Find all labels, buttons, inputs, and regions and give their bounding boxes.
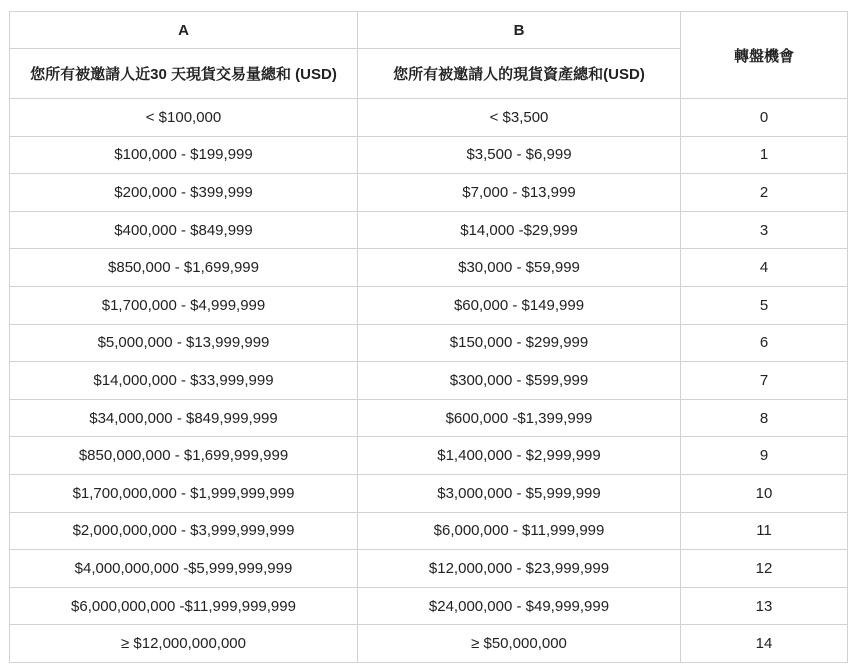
trading-volume-cell: $400,000 - $849,999 bbox=[10, 211, 358, 249]
table-row bbox=[10, 249, 848, 287]
asset-total-cell: $1,400,000 - $2,999,999 bbox=[358, 437, 681, 475]
trading-volume-cell: $100,000 - $199,999 bbox=[10, 136, 358, 174]
trading-volume-cell: < $100,000 bbox=[10, 99, 358, 137]
spin-chance-header: 轉盤機會 bbox=[681, 12, 848, 99]
column-b-header: B bbox=[358, 12, 681, 49]
column-a-description: 您所有被邀請人近30 天現貨交易量總和 (USD) bbox=[10, 49, 358, 99]
trading-volume-cell: $1,700,000,000 - $1,999,999,999 bbox=[10, 474, 358, 512]
asset-total-cell: ≥ $50,000,000 bbox=[358, 625, 681, 663]
table-row bbox=[10, 550, 848, 588]
trading-volume-cell: $850,000 - $1,699,999 bbox=[10, 249, 358, 287]
table-row bbox=[10, 174, 848, 212]
spin-count-cell: 8 bbox=[681, 399, 848, 437]
table-row bbox=[10, 437, 848, 475]
table-row bbox=[10, 512, 848, 550]
spin-count-cell: 4 bbox=[681, 249, 848, 287]
table-row bbox=[10, 211, 848, 249]
trading-volume-cell: $200,000 - $399,999 bbox=[10, 174, 358, 212]
trading-volume-cell: ≥ $12,000,000,000 bbox=[10, 625, 358, 663]
table-row bbox=[10, 362, 848, 400]
trading-volume-cell: $34,000,000 - $849,999,999 bbox=[10, 399, 358, 437]
trading-volume-cell: $5,000,000 - $13,999,999 bbox=[10, 324, 358, 362]
spin-count-cell: 3 bbox=[681, 211, 848, 249]
asset-total-cell: $150,000 - $299,999 bbox=[358, 324, 681, 362]
trading-volume-cell: $1,700,000 - $4,999,999 bbox=[10, 286, 358, 324]
spin-count-cell: 11 bbox=[681, 512, 848, 550]
trading-volume-cell: $2,000,000,000 - $3,999,999,999 bbox=[10, 512, 358, 550]
spin-count-cell: 13 bbox=[681, 587, 848, 625]
table-row bbox=[10, 474, 848, 512]
asset-total-cell: $60,000 - $149,999 bbox=[358, 286, 681, 324]
table-row bbox=[10, 625, 848, 663]
spin-count-cell: 0 bbox=[681, 99, 848, 137]
trading-volume-cell: $4,000,000,000 -$5,999,999,999 bbox=[10, 550, 358, 588]
spin-count-cell: 9 bbox=[681, 437, 848, 475]
asset-total-cell: $7,000 - $13,999 bbox=[358, 174, 681, 212]
table-row bbox=[10, 99, 848, 137]
spin-count-cell: 5 bbox=[681, 286, 848, 324]
spin-count-cell: 2 bbox=[681, 174, 848, 212]
column-b-description: 您所有被邀請人的現貨資產總和(USD) bbox=[358, 49, 681, 99]
asset-total-cell: $30,000 - $59,999 bbox=[358, 249, 681, 287]
spin-count-cell: 1 bbox=[681, 136, 848, 174]
spin-count-cell: 12 bbox=[681, 550, 848, 588]
column-a-header: A bbox=[10, 12, 358, 49]
table-header bbox=[10, 12, 848, 99]
trading-volume-cell: $850,000,000 - $1,699,999,999 bbox=[10, 437, 358, 475]
spin-count-cell: 14 bbox=[681, 625, 848, 663]
trading-volume-cell: $14,000,000 - $33,999,999 bbox=[10, 362, 358, 400]
spin-chance-table bbox=[9, 11, 848, 663]
asset-total-cell: < $3,500 bbox=[358, 99, 681, 137]
asset-total-cell: $12,000,000 - $23,999,999 bbox=[358, 550, 681, 588]
trading-volume-cell: $6,000,000,000 -$11,999,999,999 bbox=[10, 587, 358, 625]
asset-total-cell: $3,000,000 - $5,999,999 bbox=[358, 474, 681, 512]
asset-total-cell: $600,000 -$1,399,999 bbox=[358, 399, 681, 437]
table-row bbox=[10, 286, 848, 324]
spin-count-cell: 10 bbox=[681, 474, 848, 512]
table-body bbox=[10, 99, 848, 663]
table-row bbox=[10, 136, 848, 174]
table-row bbox=[10, 324, 848, 362]
asset-total-cell: $6,000,000 - $11,999,999 bbox=[358, 512, 681, 550]
asset-total-cell: $24,000,000 - $49,999,999 bbox=[358, 587, 681, 625]
rewards-table-container bbox=[9, 11, 848, 663]
asset-total-cell: $300,000 - $599,999 bbox=[358, 362, 681, 400]
table-row bbox=[10, 587, 848, 625]
asset-total-cell: $14,000 -$29,999 bbox=[358, 211, 681, 249]
asset-total-cell: $3,500 - $6,999 bbox=[358, 136, 681, 174]
table-row bbox=[10, 399, 848, 437]
spin-count-cell: 6 bbox=[681, 324, 848, 362]
spin-count-cell: 7 bbox=[681, 362, 848, 400]
